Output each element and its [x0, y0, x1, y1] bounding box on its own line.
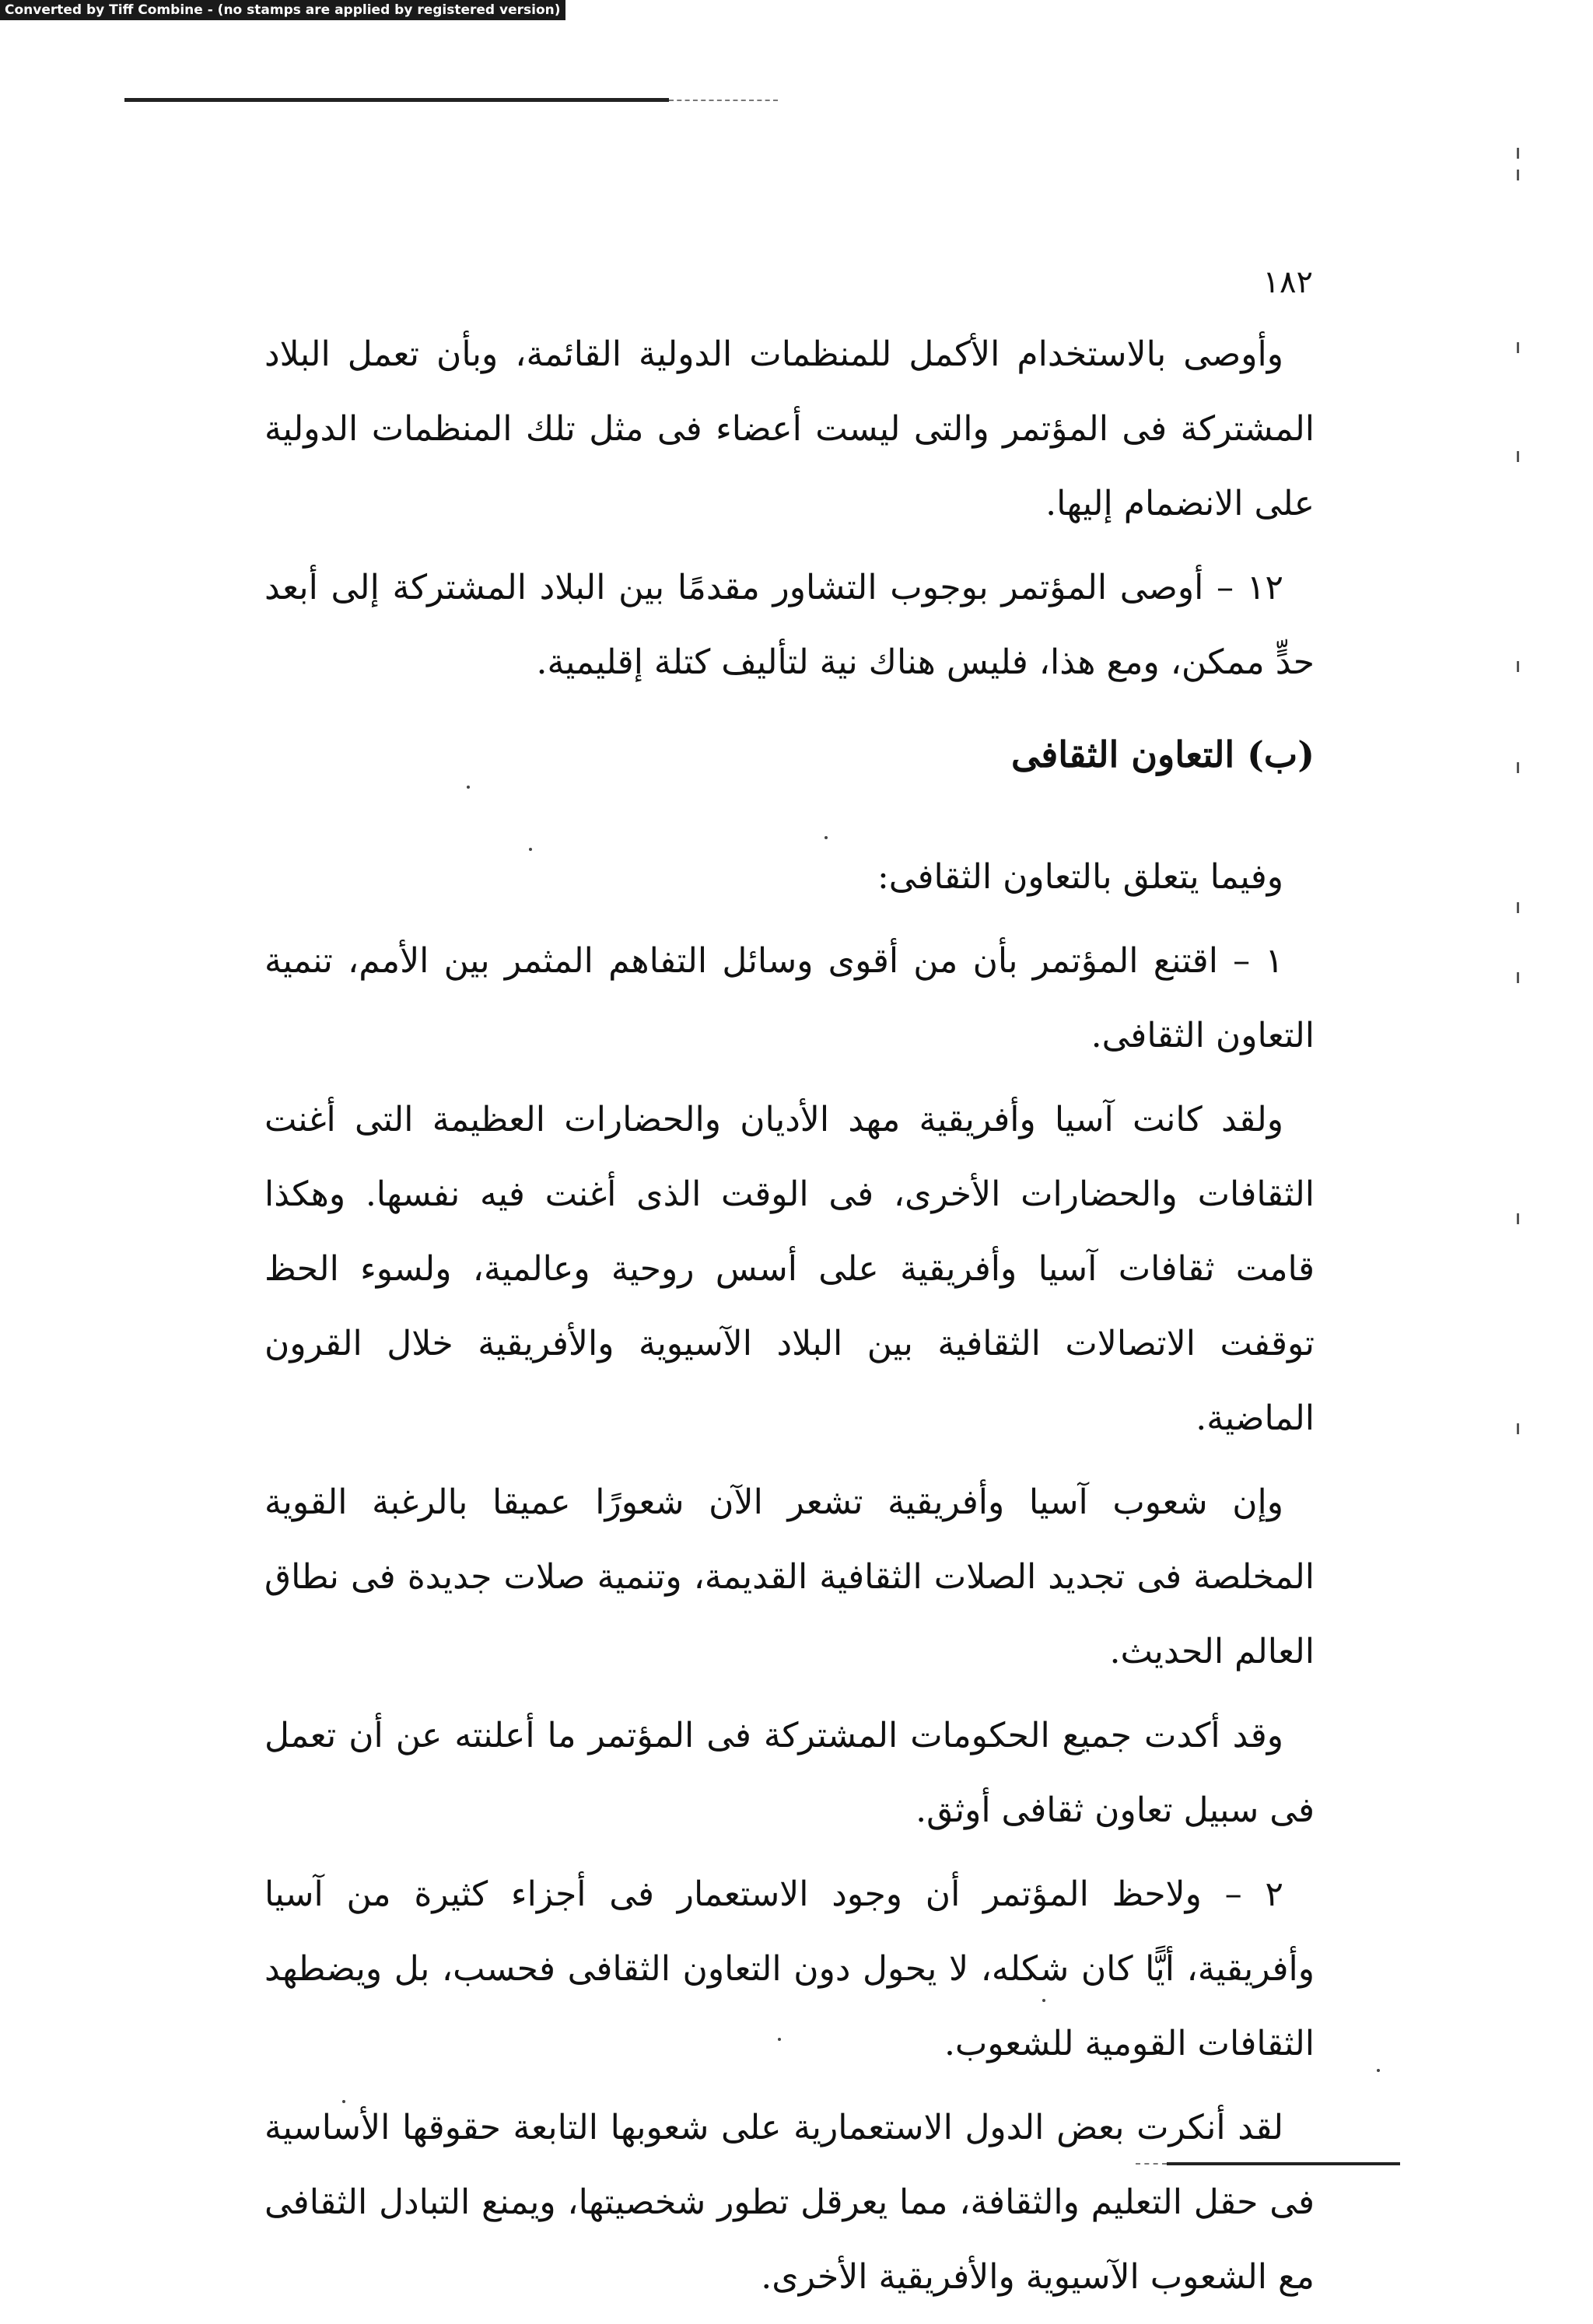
- paragraph: لقد أنكرت بعض الدول الاستعمارية على شعوبها التابعة حقوقها الأساسية فى حقل التعليم والثقافة، مما يعرقل تطور شخصيتها، ويمنع التبادل الثقافى مع الشعوب الآسيوية والأفريقية الأخرى.: [264, 2108, 1315, 2297]
- paragraph: وإن شعوب آسيا وأفريقية تشعر الآن شعورًا عميقا بالرغبة القوية المخلصة فى تجديد الصلات الثقافية القديمة، وتنمية صلات جديدة فى نطاق العالم الحديث.: [264, 1482, 1315, 1671]
- margin-mark: [1517, 762, 1519, 773]
- scan-speck: [1377, 2069, 1380, 2072]
- scan-speck: [467, 786, 470, 789]
- converter-banner: Converted by Tiff Combine - (no stamps are applied by registered version): [0, 0, 565, 20]
- scan-speck: [778, 2038, 781, 2041]
- scan-speck: [529, 848, 532, 851]
- paragraph: ١ – اقتنع المؤتمر بأن من أقوى وسائل التفاهم المثمر بين الأمم، تنمية التعاون الثقافى.: [264, 941, 1315, 1055]
- scan-speck: [825, 836, 828, 839]
- margin-mark: [1517, 170, 1519, 180]
- margin-mark: [1517, 451, 1519, 462]
- paragraph: ٢ – ولاحظ المؤتمر أن وجود الاستعمار فى أجزاء كثيرة من آسيا وأفريقية، أيًّا كان شكله، لا يحول دون التعاون الثقافى فحسب، بل ويضطهد الثقافات القومية للشعوب.: [264, 1874, 1315, 2063]
- margin-mark: [1517, 902, 1519, 913]
- paragraph: ولقد كانت آسيا وأفريقية مهد الأديان والحضارات العظيمة التى أغنت الثقافات والحضارات الأخرى، فى الوقت الذى أغنت فيه نفسها. وهكذا قامت ثقافات آسيا وأفريقية على أسس روحية وعالمية، ولسوء الحظ توقفت الاتصالات الثقافية بين البلاد الآسيوية والأفريقية خلال القرون الماضية.: [264, 1100, 1315, 1438]
- scan-speck: [1042, 1999, 1045, 2002]
- body-text: [264, 317, 1315, 2324]
- paragraph: وفيما يتعلق بالتعاون الثقافى:: [877, 857, 1283, 897]
- margin-mark: [1517, 1423, 1519, 1434]
- page-number: ١٨٢: [1262, 264, 1313, 300]
- top-rule: [124, 98, 669, 102]
- paragraph: ١٢ – أوصى المؤتمر بوجوب التشاور مقدمًا بين البلاد المشتركة إلى أبعد حدٍّ ممكن، ومع هذا، فليس هناك نية لتأليف كتلة إقليمية.: [264, 568, 1315, 682]
- paragraph: وقد أكدت جميع الحكومات المشتركة فى المؤتمر ما أعلنته عن أن تعمل فى سبيل تعاون ثقافى أوثق.: [264, 1716, 1315, 1830]
- margin-mark: [1517, 148, 1519, 159]
- top-rule-dashed-tail: [669, 100, 778, 101]
- margin-mark: [1517, 1213, 1519, 1224]
- bottom-rule: [1167, 2162, 1400, 2165]
- bottom-rule-dashed-lead: [1136, 2163, 1167, 2165]
- section-heading: (ب) التعاون الثقافى: [1010, 733, 1315, 775]
- scan-speck: [342, 2100, 345, 2103]
- margin-mark: [1517, 972, 1519, 983]
- margin-mark: [1517, 342, 1519, 353]
- margin-mark: [1517, 661, 1519, 672]
- paragraph: وأوصى بالاستخدام الأكمل للمنظمات الدولية القائمة، وبأن تعمل البلاد المشتركة فى المؤتمر والتى ليست أعضاء فى مثل تلك المنظمات الدولية على الانضمام إليها.: [264, 334, 1315, 523]
